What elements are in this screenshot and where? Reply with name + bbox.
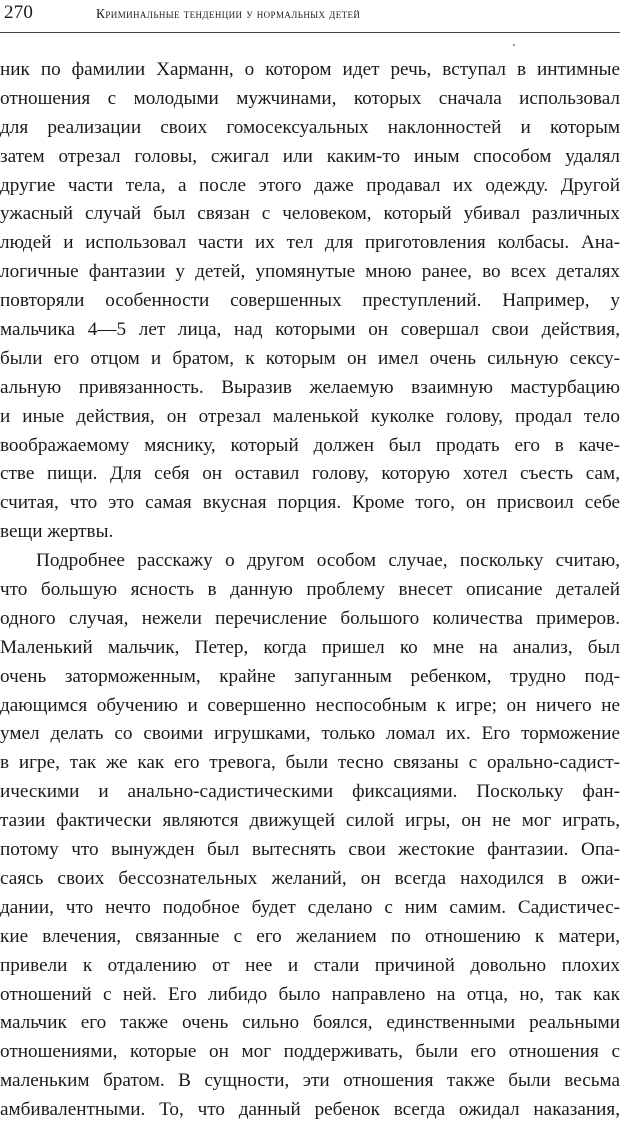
paragraph-end-line: вещи жертвы. bbox=[0, 521, 114, 543]
text-line: амбивалентными. То, что данный ребенок всегда ожидал наказания, bbox=[0, 1099, 620, 1121]
text-line: привели к отдалению от нее и стали причиной довольно плохих bbox=[0, 954, 620, 976]
text-line: были его отцом и братом, к которым он имел очень сильную сексу- bbox=[0, 347, 620, 369]
text-line: тазии фактически являются движущей силой игры, он не мог играть, bbox=[0, 810, 620, 832]
text-line: ник по фамилии Харманн, о котором идет речь, вступал в интимные bbox=[0, 59, 620, 80]
text-line: логичные фантазии у детей, упомянутые мною ранее, во всех деталях bbox=[0, 261, 620, 283]
text-line: для реализации своих гомосексуальных наклонностей и которым bbox=[0, 116, 620, 138]
text-line: отношений с ней. Его либидо было направлено на отца, но, так как bbox=[0, 983, 620, 1005]
text-line: ическими и анально-садистическими фиксациями. Поскольку фан- bbox=[0, 781, 620, 803]
text-line: затем отрезал головы, сжигал или каким-то иным способом удалял bbox=[0, 145, 620, 167]
text-line: умел делать со своими игрушками, только ломал их. Его торможение bbox=[0, 723, 620, 745]
text-line: отношениями, которые он мог поддерживать, были его отношения с bbox=[0, 1041, 620, 1063]
text-line: дании, что нечто подобное будет сделано с ним самим. Садистичес- bbox=[0, 896, 620, 918]
print-speck bbox=[513, 44, 515, 46]
body-text bbox=[0, 56, 620, 1125]
text-line: повторяли особенности совершенных преступлений. Например, у bbox=[0, 290, 620, 312]
text-line: и иные действия, он отрезал маленькой куколке голову, продал тело bbox=[0, 405, 620, 427]
text-line: в игре, так же как его тревога, были тесно связаны с орально-садист- bbox=[0, 752, 620, 774]
running-title: Криминальные тенденции у нормальных детей bbox=[96, 6, 361, 21]
text-line: потому что вынужден был вытеснять свои жестокие фантазии. Опа- bbox=[0, 839, 620, 861]
text-line: ужасный случай был связан с человеком, который убивал различных bbox=[0, 203, 620, 225]
text-line: мальчик его также очень сильно боялся, единственными реальными bbox=[0, 1012, 620, 1034]
text-line: людей и использовал части их тел для приготовления колбасы. Ана- bbox=[0, 232, 620, 254]
header-rule bbox=[0, 32, 620, 33]
text-line: что большую ясность в данную проблему внесет описание деталей bbox=[0, 579, 620, 601]
text-line: очень заторможенным, крайне запуганным ребенком, трудно под- bbox=[0, 665, 620, 687]
text-line: отношения с молодыми мужчинами, которых сначала использовал bbox=[0, 87, 620, 109]
text-line: кие влечения, связанные с его желанием по отношению к матери, bbox=[0, 925, 620, 947]
paragraph-first-line: Подробнее расскажу о другом особом случае, поскольку считаю, bbox=[36, 550, 620, 572]
text-line: другие части тела, а после этого даже продавал их одежду. Другой bbox=[0, 174, 620, 196]
text-line: дающимся обучению и совершенно неспособным к игре; он ничего не bbox=[0, 694, 620, 716]
text-line: считая, что это самая вкусная порция. Кроме того, он присвоил себе bbox=[0, 492, 620, 514]
text-line: одного случая, нежели перечисление большого количества примеров. bbox=[0, 607, 620, 629]
page-header bbox=[0, 0, 620, 34]
text-line: воображаемому мяснику, который должен был продать его в каче- bbox=[0, 434, 620, 456]
text-line: альную привязанность. Выразив желаемую взаимную мастурбацию bbox=[0, 376, 620, 398]
text-line: Маленький мальчик, Петер, когда пришел ко мне на анализ, был bbox=[0, 636, 620, 658]
text-line: стве пищи. Для себя он оставил голову, которую хотел съесть сам, bbox=[0, 463, 620, 485]
text-line: мальчика 4—5 лет лица, над которыми он совершал свои действия, bbox=[0, 319, 620, 341]
page-number: 270 bbox=[4, 2, 34, 23]
text-line: маленьким братом. В сущности, эти отношения также были весьма bbox=[0, 1070, 620, 1092]
text-line: саясь своих бессознательных желаний, он всегда находился в ожи- bbox=[0, 867, 620, 889]
